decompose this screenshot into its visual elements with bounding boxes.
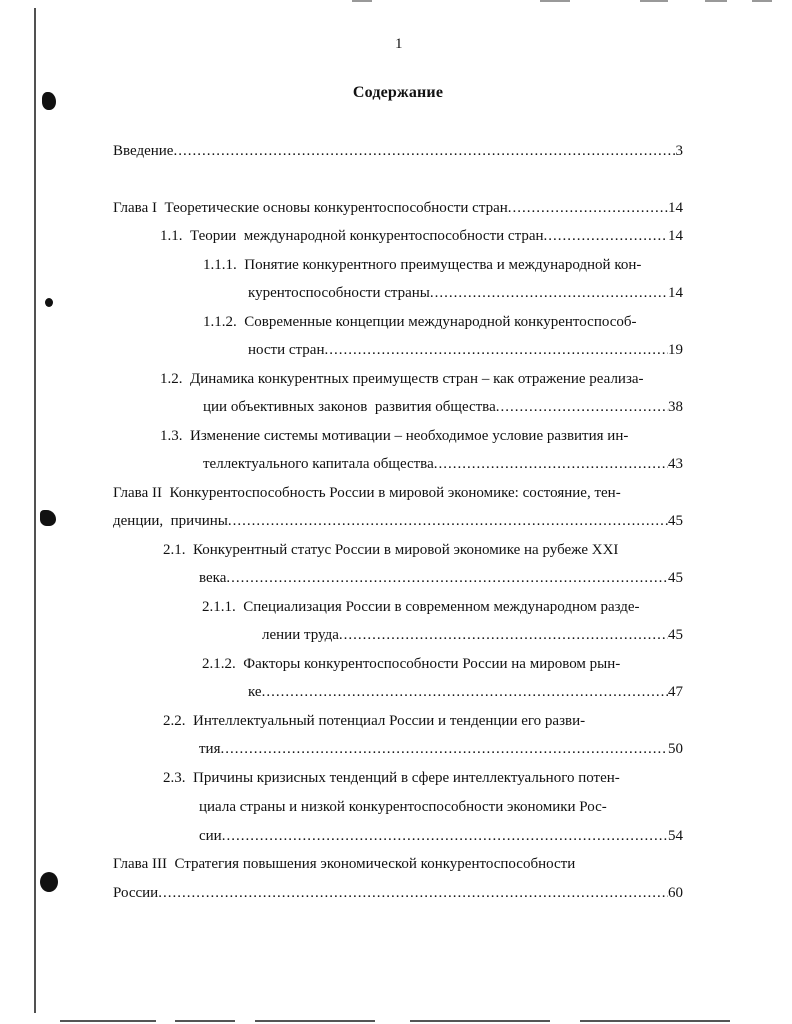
toc-entry-introduction — [113, 141, 683, 161]
toc-entry-2-1-1 — [262, 625, 683, 645]
toc-entry-title: лении труда — [262, 627, 339, 643]
toc-page-number: 45 — [668, 513, 683, 529]
scan-artifact — [175, 1020, 235, 1022]
toc-entry-1-1-1 — [248, 283, 683, 303]
dot-leader — [430, 283, 668, 303]
toc-page-number: 19 — [668, 342, 683, 358]
toc-entry-2-1-2-line1: 2.1.2. Факторы конкурентоспособности России на мировом рын- — [202, 656, 621, 672]
toc-entry-2-1-1-line1: 2.1.1. Специализация России в современном международном разде- — [202, 599, 640, 615]
dot-leader — [158, 883, 668, 903]
toc-entry-title: Введение — [113, 143, 174, 159]
toc-entry-2-2 — [199, 739, 683, 759]
toc-page-number: 45 — [668, 627, 683, 643]
toc-entry-chapter-1 — [113, 198, 683, 218]
toc-entry-1-1-1-line1: 1.1.1. Понятие конкурентного преимущества и международной кон- — [203, 257, 642, 273]
toc-entry-chapter-2 — [113, 511, 683, 531]
toc-entry-title: России — [113, 885, 159, 901]
dot-leader — [228, 511, 668, 531]
toc-entry-1-1-2 — [248, 340, 683, 360]
toc-entry-2-1-line1: 2.1. Конкурентный статус России в мировой экономике на рубеже XXI — [163, 542, 619, 558]
hole-punch-mark — [40, 510, 56, 526]
toc-entry-1-3 — [203, 454, 683, 474]
toc-page-number: 3 — [675, 143, 683, 159]
toc-entry-title: курентоспособности страны — [248, 285, 430, 301]
toc-entry-title: ке — [248, 684, 262, 700]
toc-entry-title: Глава I Теоретические основы конкурентоспособности стран — [113, 200, 508, 216]
dot-leader — [496, 397, 668, 417]
toc-entry-1-1-2-line1: 1.1.2. Современные концепции международной конкурентоспособ- — [203, 314, 637, 330]
dot-leader — [339, 625, 668, 645]
toc-entry-2-2-line1: 2.2. Интеллектуальный потенциал России и тенденции его разви- — [163, 713, 586, 729]
scan-artifact — [705, 0, 727, 2]
dot-leader — [508, 198, 668, 218]
scan-artifact — [60, 1020, 156, 1022]
toc-entry-chapter-3-line1: Глава III Стратегия повышения экономической конкурентоспособности — [113, 856, 576, 872]
dot-leader — [434, 454, 668, 474]
toc-entry-chapter-3 — [113, 883, 683, 903]
scan-artifact — [640, 0, 668, 2]
dot-leader — [226, 568, 668, 588]
toc-entry-title: тия — [199, 741, 221, 757]
dot-leader — [324, 340, 668, 360]
toc-entry-title: ции объективных законов развития общества — [203, 399, 496, 415]
toc-entry-1-3-line1: 1.3. Изменение системы мотивации – необходимое условие развития ин- — [160, 428, 629, 444]
dot-leader — [262, 682, 668, 702]
toc-entry-title: сии — [199, 828, 222, 844]
toc-entry-2-1 — [199, 568, 683, 588]
hole-punch-mark — [40, 872, 58, 892]
toc-page-number: 45 — [668, 570, 683, 586]
scan-artifact — [540, 0, 570, 2]
scan-artifact — [255, 1020, 375, 1022]
scan-artifact — [580, 1020, 730, 1022]
toc-entry-chapter-2-line1: Глава II Конкурентоспособность России в мировой экономике: состояние, тен- — [113, 485, 621, 501]
toc-page-number: 38 — [668, 399, 683, 415]
page-number: 1 — [395, 36, 403, 52]
toc-entry-title: 1.1. Теории международной конкурентоспособности стран — [160, 228, 544, 244]
toc-entry-title: теллектуального капитала общества — [203, 456, 434, 472]
dot-leader — [220, 739, 668, 759]
toc-entry-2-3-line1: 2.3. Причины кризисных тенденций в сфере интеллектуального потен- — [163, 770, 620, 786]
page-title: Содержание — [352, 84, 444, 101]
toc-page-number: 14 — [668, 200, 683, 216]
toc-entry-title: ности стран — [248, 342, 325, 358]
dot-leader — [222, 826, 668, 846]
scan-artifact — [410, 1020, 550, 1022]
toc-entry-1-2 — [203, 397, 683, 417]
dot-leader — [544, 226, 668, 246]
toc-page-number: 14 — [668, 285, 683, 301]
toc-entry-title: века — [199, 570, 227, 586]
toc-page-number: 47 — [668, 684, 683, 700]
binding-edge-line — [34, 8, 36, 1013]
toc-entry-1-1 — [160, 226, 683, 246]
toc-entry-2-1-2 — [248, 682, 683, 702]
toc-page-number: 54 — [668, 828, 683, 844]
toc-page-number: 60 — [668, 885, 683, 901]
scan-artifact — [752, 0, 772, 2]
toc-entry-1-2-line1: 1.2. Динамика конкурентных преимуществ стран – как отражение реализа- — [160, 371, 644, 387]
toc-entry-2-3-line2: циала страны и низкой конкурентоспособности экономики Рос- — [199, 799, 607, 815]
hole-punch-mark — [45, 298, 53, 307]
toc-page-number: 14 — [668, 228, 683, 244]
toc-entry-title: денции, причины — [113, 513, 228, 529]
toc-entry-2-3 — [199, 826, 683, 846]
dot-leader — [173, 141, 675, 161]
toc-page-number: 50 — [668, 741, 683, 757]
scan-artifact — [352, 0, 372, 2]
toc-page-number: 43 — [668, 456, 683, 472]
